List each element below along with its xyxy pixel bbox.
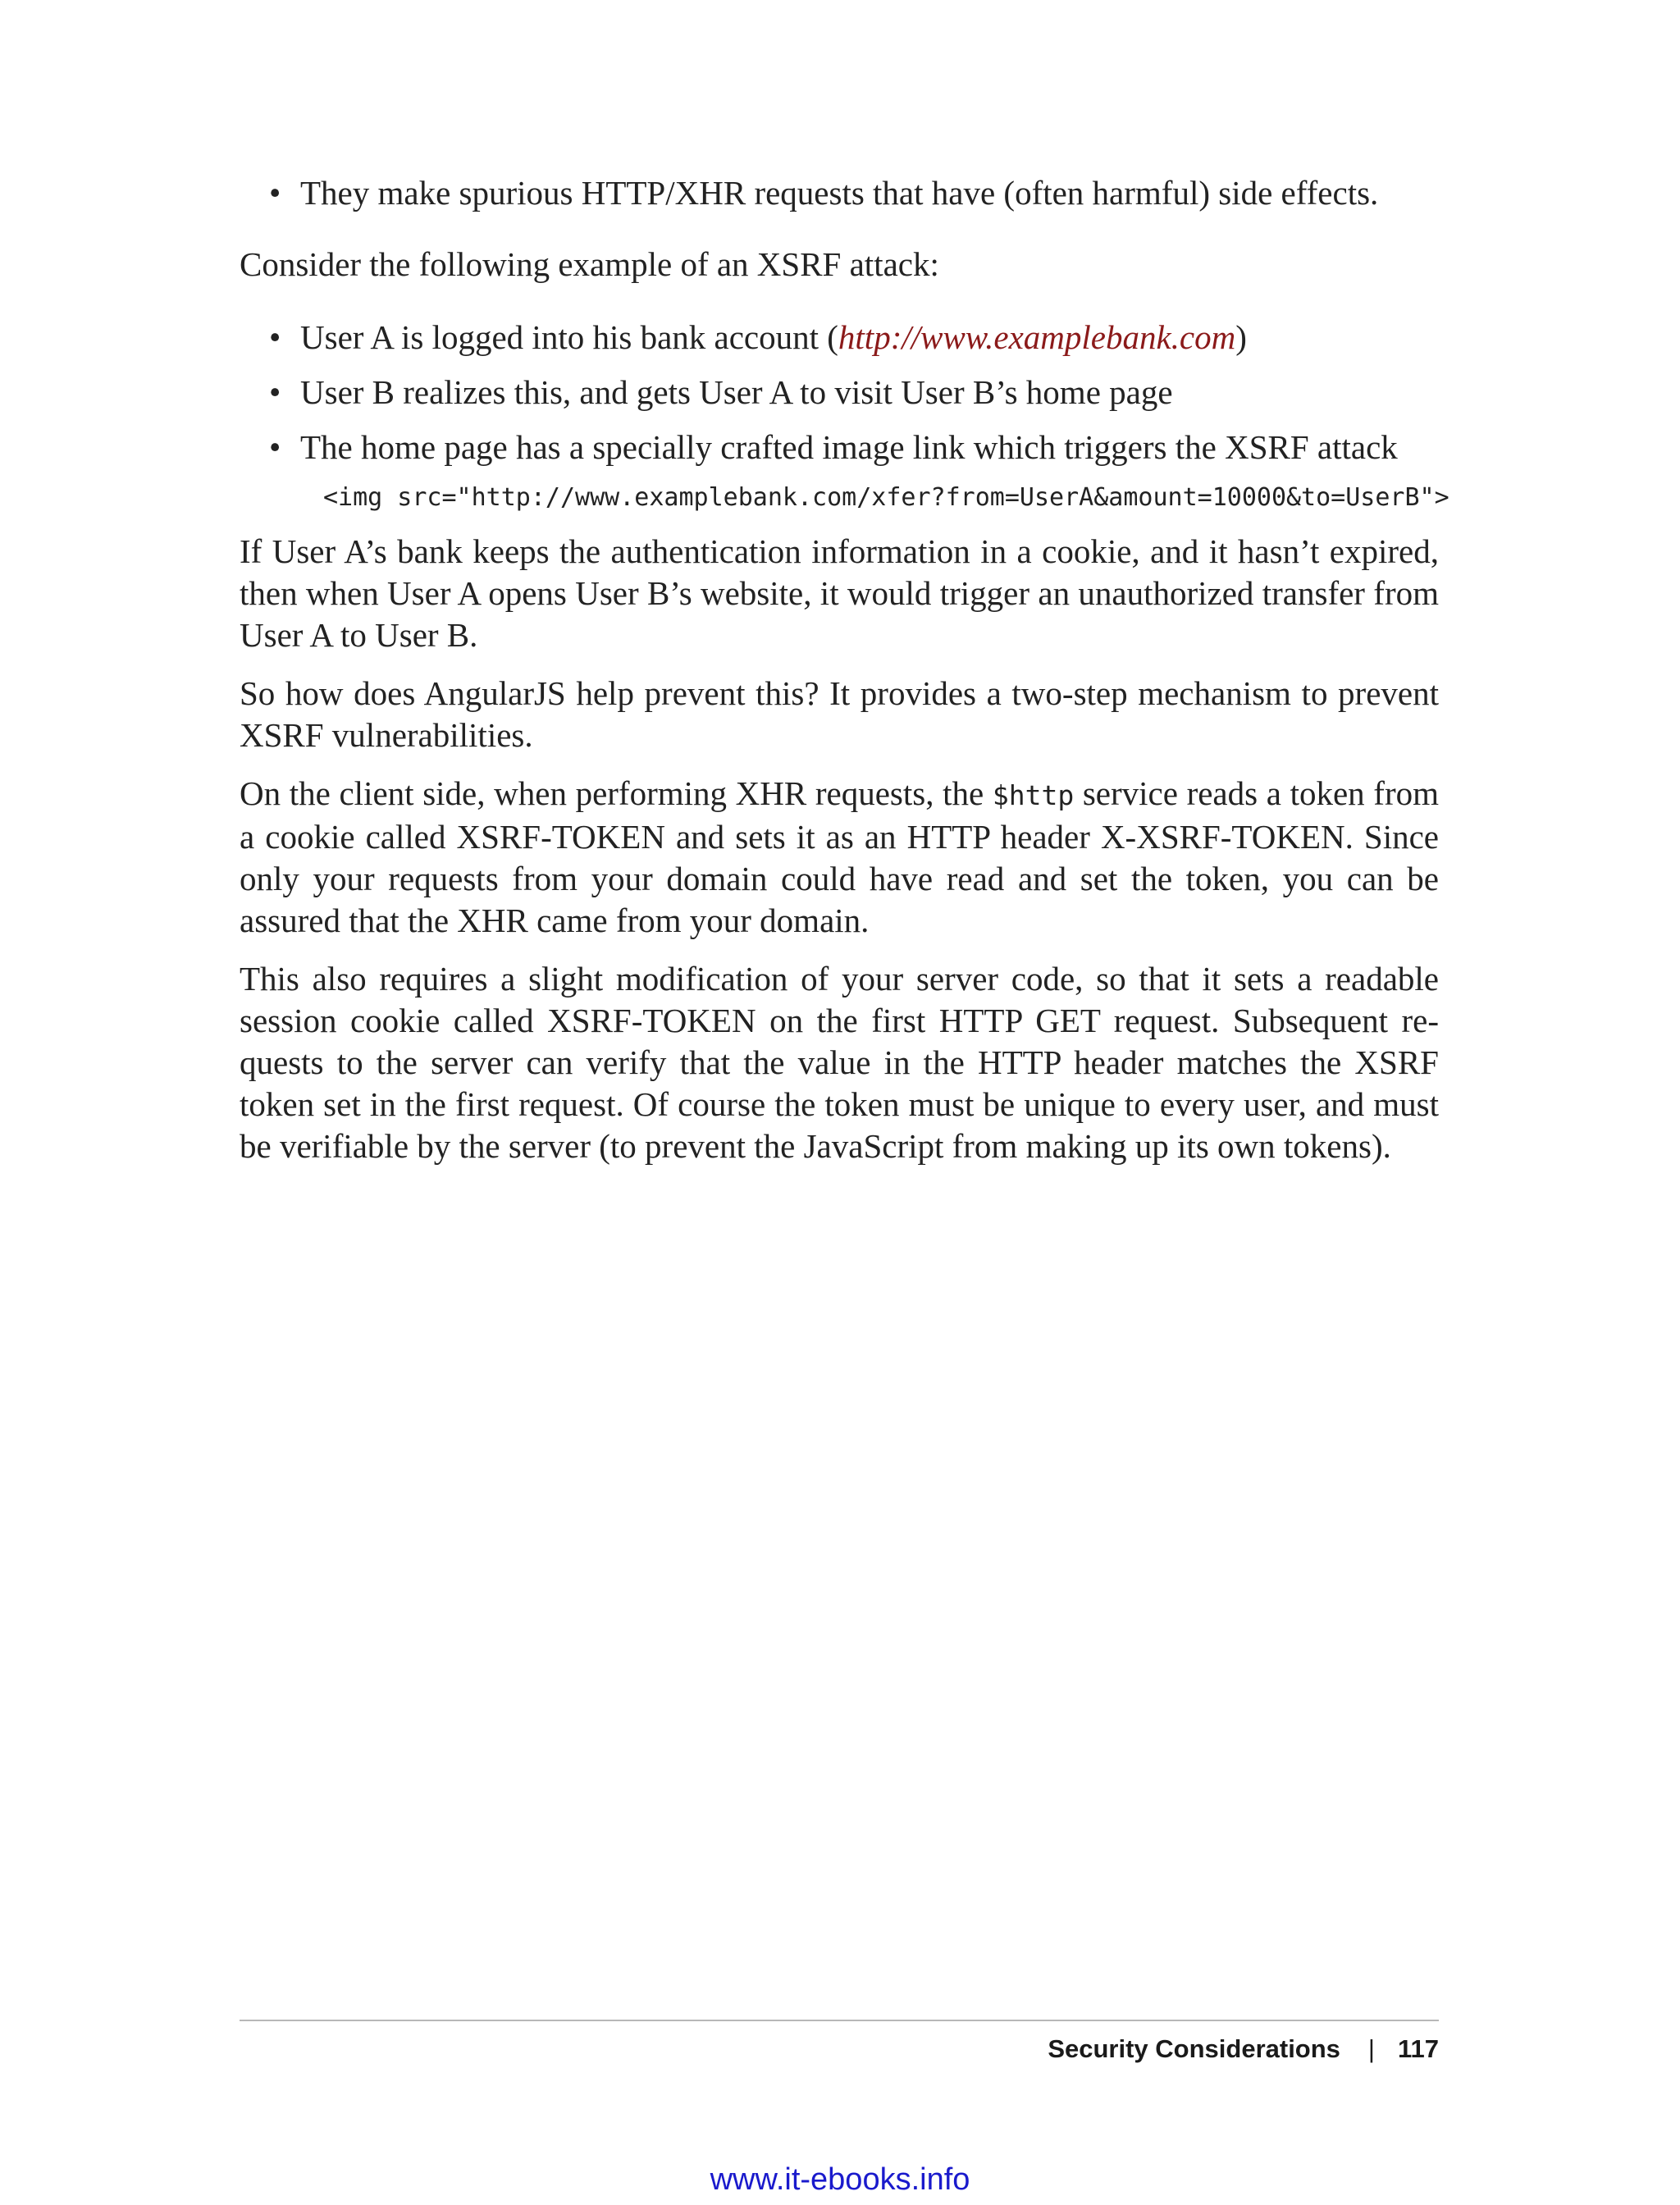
paragraph-client-side <box>240 773 1439 942</box>
page-number: 117 <box>1397 2034 1439 2063</box>
list-item-text-suffix: ) <box>1235 318 1247 356</box>
page-footer <box>240 2033 1439 2066</box>
bullet-icon: • <box>269 373 281 411</box>
list-item <box>240 317 1439 358</box>
intro-paragraph: Consider the following example of an XSRF attack: <box>240 245 939 283</box>
paragraph-text: On the client side, when performing XHR requests, the <box>240 774 993 812</box>
section-title: Security Considerations <box>1048 2034 1340 2063</box>
paragraph-server-code: This also requires a slight modification of your server code, so that it sets a readable session cookie called XSRF-TOKEN on the first HTTP GET request. Subsequent requests to the server can verify that the value in the HTTP header matches the XSRF token set in the first request. Of course the token must be unique to every user, and must be verifiable by the server (to prevent the JavaScript from making up its own tokens). <box>240 960 1439 1165</box>
watermark-link[interactable]: www.it-ebooks.info <box>710 2162 970 2197</box>
footer-divider <box>240 2020 1439 2021</box>
page-content <box>240 172 1449 1184</box>
list-item-text: The home page has a specially crafted image link which triggers the XSRF attack <box>300 428 1398 466</box>
attack-example-list <box>240 317 1439 468</box>
bullet-icon: • <box>269 428 281 466</box>
list-item-text: User A is logged into his bank account ( <box>300 318 838 356</box>
list-item <box>240 372 1439 413</box>
side-effects-list <box>240 172 1439 214</box>
inline-code: $http <box>992 779 1075 811</box>
bullet-icon: • <box>269 318 281 356</box>
paragraph-text: service reads a token from a cookie called XSRF-TOKEN and sets it as an HTTP header X-XSRF-TOKEN. Since only your requests from your domain could have read and set the token, you can be assured that the XHR came from your domain. <box>240 774 1439 939</box>
list-item-text: User B realizes this, and gets User A to visit User B’s home page <box>300 373 1173 411</box>
paragraph-angularjs: So how does AngularJS help prevent this? It provides a two-step mechanism to prevent XSRF vulnerabilities. <box>240 674 1439 754</box>
bullet-icon: • <box>269 174 281 212</box>
code-example: <img src="http://www.examplebank.com/xfer?from=UserA&amount=10000&to=UserB"> <box>323 483 1449 512</box>
list-item-text: They make spurious HTTP/XHR requests that have (often harmful) side effects. <box>300 174 1379 212</box>
footer-separator: | <box>1367 2034 1375 2063</box>
list-item <box>240 427 1439 468</box>
paragraph-cookie: If User A’s bank keeps the authentication information in a cookie, and it hasn’t expired, then when User A opens User B’s website, it would trigger an unauthorized transfer from User A to User B. <box>240 532 1439 654</box>
examplebank-link[interactable]: http://www.examplebank.com <box>838 318 1236 356</box>
list-item <box>240 172 1439 214</box>
